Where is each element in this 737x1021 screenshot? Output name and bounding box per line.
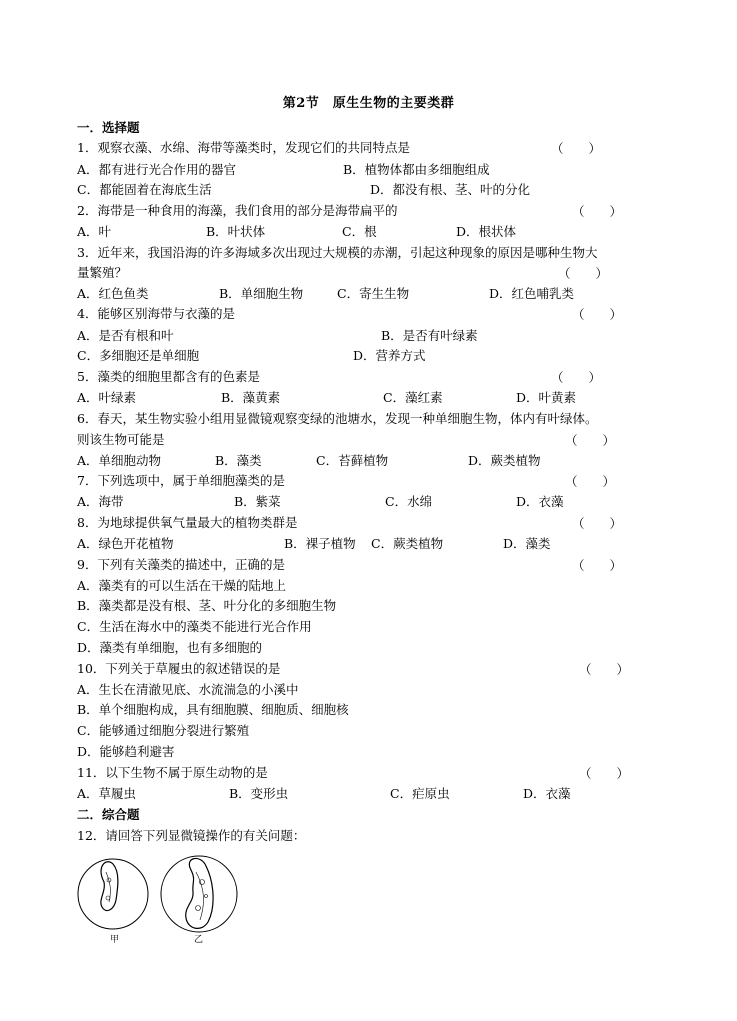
question-8-option-d: D．藻类 [503,536,551,551]
question-4-option-b: B．是否有叶绿素 [381,328,478,343]
question-8-option-b: B．裸子植物 [284,536,356,551]
question-2-option-b: B．叶状体 [206,224,266,239]
question-11-option-d: D．衣藻 [523,786,571,801]
question-3-option-a: A．红色鱼类 [77,286,149,301]
microscope-view-figure [76,852,256,952]
question-1-answer-blank: （ ） [551,141,602,156]
question-9-stem: 9．下列有关藻类的描述中，正确的是 [77,557,285,572]
question-4-stem: 4．能够区别海带与衣藻的是 [77,306,235,321]
question-6-option-c: C．苔藓植物 [316,453,389,468]
question-4-option-d: D．营养方式 [353,348,426,363]
question-9-option-d: D．藻类有单细胞，也有多细胞的 [77,640,263,655]
question-2-stem: 2．海带是一种食用的海藻，我们食用的部分是海带扁平的 [77,203,398,218]
question-4-answer-blank: （ ） [572,307,623,322]
question-2-answer-blank: （ ） [572,204,623,219]
question-10-option-d: D．能够趋利避害 [77,744,175,759]
question-4-option-a: A．是否有根和叶 [77,328,174,343]
question-12-stem: 12．请回答下列显微镜操作的有关问题： [77,828,306,843]
question-6-option-a: A．单细胞动物 [77,453,162,468]
question-10-answer-blank: （ ） [579,662,630,677]
question-9-option-b: B．藻类都是没有根、茎、叶分化的多细胞生物 [77,598,337,613]
question-2-option-a: A．叶 [77,224,112,239]
question-11-option-b: B．变形虫 [229,786,289,801]
question-3-stem: 3．近年来，我国沿海的许多海域多次出现过大规模的赤潮，引起这种现象的原因是哪种生物大 [77,245,598,260]
question-5-answer-blank: （ ） [551,370,602,385]
microscope-field-left [78,859,148,929]
section-heading-choice: 一．选择题 [77,120,140,135]
question-11-option-a: A．草履虫 [77,786,137,801]
question-6-option-b: B．藻类 [215,453,262,468]
question-4-option-c: C．多细胞还是单细胞 [77,348,200,363]
question-9-answer-blank: （ ） [572,558,623,573]
microscope-field-right [161,856,237,932]
figure-label-left: 甲 [110,935,120,945]
question-7-option-a: A．海带 [77,494,124,509]
question-10-option-c: C．能够通过细胞分裂进行繁殖 [77,723,250,738]
question-7-stem: 7．下列选项中，属于单细胞藻类的是 [77,473,285,488]
question-3-option-d: D．红色哺乳类 [489,286,575,301]
question-11-stem: 11．以下生物不属于原生动物的是 [77,765,268,780]
question-8-option-c: C．蕨类植物 [371,536,444,551]
section-heading-comprehensive: 二．综合题 [77,807,140,822]
question-5-option-b: B．藻黄素 [221,390,281,405]
question-7-option-d: D．衣藻 [516,494,564,509]
question-7-option-b: B．紫菜 [234,494,281,509]
question-3-option-b: B．单细胞生物 [219,286,304,301]
question-10-option-b: B．单个细胞构成，具有细胞膜、细胞质、细胞核 [77,702,349,717]
question-5-stem: 5．藻类的细胞里都含有的色素是 [77,369,260,384]
question-8-stem: 8．为地球提供氧气量最大的植物类群是 [77,515,298,530]
question-2-option-c: C．根 [342,224,377,239]
question-1-option-b: B．植物体都由多细胞组成 [343,162,490,177]
question-5-option-a: A．叶绿素 [77,390,137,405]
question-1-stem: 1．观察衣藻、水绵、海带等藻类时，发现它们的共同特点是 [77,140,410,155]
paramecium-left [101,862,118,911]
question-5-option-d: D．叶黄素 [516,390,577,405]
question-7-answer-blank: （ ） [565,474,616,489]
question-6-stem: 6．春天，某生物实验小组用显微镜观察变绿的池塘水，发现一种单细胞生物，体内有叶绿体。 [77,411,598,426]
page-title: 第2节 原生生物的主要类群 [282,96,455,111]
question-8-option-a: A．绿色开花植物 [77,536,174,551]
question-5-option-c: C．藻红素 [383,390,443,405]
question-6-option-d: D．蕨类植物 [468,453,541,468]
question-10-stem: 10．下列关于草履虫的叙述错误的是 [77,661,281,676]
question-3-stem-continued: 量繁殖？ [77,265,128,280]
figure-label-right: 乙 [194,935,204,945]
question-7-option-c: C．水绵 [385,494,433,509]
question-8-answer-blank: （ ） [572,516,623,531]
question-6-answer-blank: （ ） [565,433,616,448]
question-9-option-a: A．藻类有的可以生活在干燥的陆地上 [77,578,287,593]
question-10-option-a: A．生长在清澈见底、水流湍急的小溪中 [77,682,299,697]
question-2-option-d: D．根状体 [456,224,517,239]
question-11-option-c: C．疟原虫 [390,786,450,801]
question-1-option-d: D．都没有根、茎、叶的分化 [370,182,531,197]
question-6-stem-continued: 则该生物可能是 [77,432,165,447]
paramecium-right [186,858,213,928]
question-3-option-c: C．寄生生物 [337,286,410,301]
question-3-answer-blank: （ ） [558,266,609,281]
question-11-answer-blank: （ ） [579,766,630,781]
question-9-option-c: C．生活在海水中的藻类不能进行光合作用 [77,619,312,634]
question-1-option-a: A．都有进行光合作用的器官 [77,162,237,177]
question-1-option-c: C．都能固着在海底生活 [77,182,212,197]
